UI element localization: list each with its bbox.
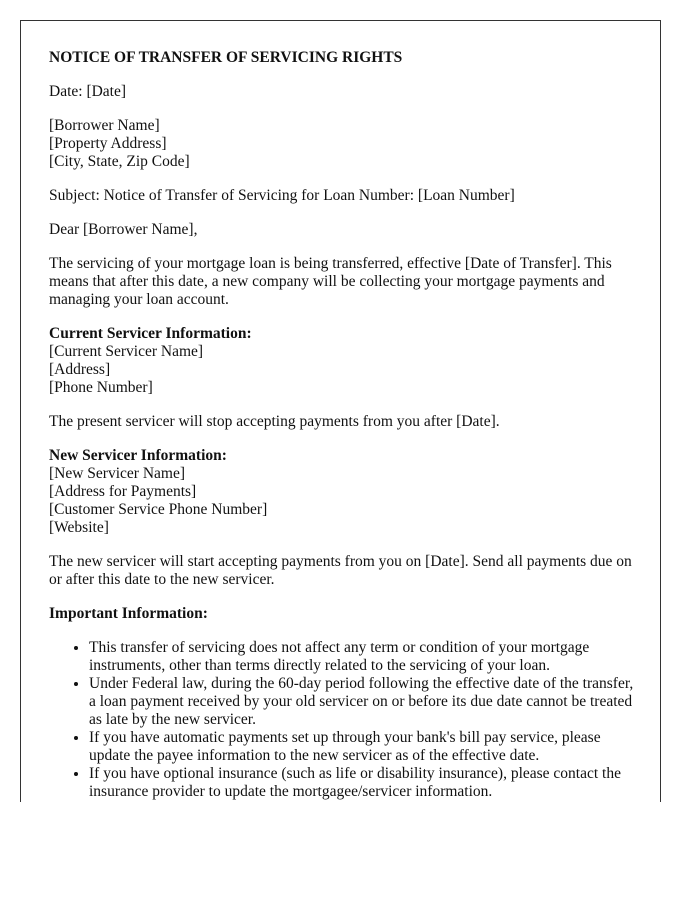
letter-body bbox=[49, 49, 639, 801]
current-servicer-stop-paragraph: The present servicer will stop accepting payments from you after [Date]. bbox=[49, 413, 500, 430]
letter-title: NOTICE OF TRANSFER OF SERVICING RIGHTS bbox=[49, 49, 403, 66]
date-line: Date: [Date] bbox=[49, 83, 127, 100]
new-servicer-website: [Website] bbox=[49, 519, 109, 536]
new-servicer-name: [New Servicer Name] bbox=[49, 465, 185, 482]
important-info-heading: Important Information: bbox=[49, 605, 208, 622]
list-item: • If you have automatic payments set up through your bank's bill pay service, please update the payee information to the new servicer as of the effective date. bbox=[89, 729, 639, 765]
current-servicer-phone: [Phone Number] bbox=[49, 379, 153, 396]
subject-line: Subject: Notice of Transfer of Servicing for Loan Number: [Loan Number] bbox=[49, 187, 515, 204]
important-info-list bbox=[49, 639, 639, 801]
new-servicer-payment-address: [Address for Payments] bbox=[49, 483, 197, 500]
list-item: • Under Federal law, during the 60-day period following the effective date of the transfer, a loan payment received by your old servicer on or before its due date cannot be treated as late by the new servicer. bbox=[89, 675, 639, 729]
recipient-property-address: [Property Address] bbox=[49, 135, 167, 152]
new-servicer-section bbox=[49, 447, 639, 537]
new-servicer-heading: New Servicer Information: bbox=[49, 447, 227, 464]
current-servicer-section bbox=[49, 325, 639, 397]
recipient-name: [Borrower Name] bbox=[49, 117, 160, 134]
recipient-city-state-zip: [City, State, Zip Code] bbox=[49, 153, 190, 170]
intro-paragraph: The servicing of your mortgage loan is being transferred, effective [Date of Transfer]. This means that after this date, a new company will be collecting your mortgage payments and managing your loan account. bbox=[49, 255, 612, 308]
current-servicer-name: [Current Servicer Name] bbox=[49, 343, 204, 360]
salutation: Dear [Borrower Name], bbox=[49, 221, 198, 238]
new-servicer-start-paragraph: The new servicer will start accepting payments from you on [Date]. Send all payments due on or after this date to the new servicer. bbox=[49, 553, 632, 588]
current-servicer-heading: Current Servicer Information: bbox=[49, 325, 252, 342]
letter-page bbox=[20, 20, 661, 802]
list-item: • If you have optional insurance (such as life or disability insurance), please contact the insurance provider to update the mortgagee/servicer information. bbox=[89, 765, 639, 801]
new-servicer-phone: [Customer Service Phone Number] bbox=[49, 501, 268, 518]
list-item: • This transfer of servicing does not affect any term or condition of your mortgage instruments, other than terms directly related to the servicing of your loan. bbox=[89, 639, 639, 675]
current-servicer-address: [Address] bbox=[49, 361, 111, 378]
recipient-address bbox=[49, 117, 639, 171]
